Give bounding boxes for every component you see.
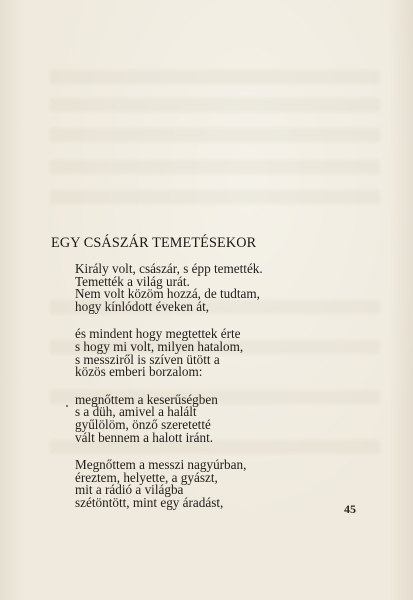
show-through-text (50, 160, 380, 174)
poem-title: EGY CSÁSZÁR TEMETÉSEKOR (51, 235, 257, 251)
poem-line: s a düh, amivel a halált (75, 404, 197, 420)
stanza (75, 391, 395, 445)
stanza (75, 328, 395, 378)
poem-line: mit a rádió a világba (75, 482, 184, 498)
poem-line: és mindent hogy megtettek érte (75, 326, 241, 342)
poem-line: Király volt, császár, s épp temették. (75, 261, 263, 276)
poem-line: s messziről is szíven ütött a (75, 351, 220, 367)
page-number: 45 (344, 502, 356, 516)
poem-line: szétöntött, mint egy áradást, (75, 494, 224, 510)
poem-line: éreztem, helyette, a gyászt, (75, 469, 218, 485)
ink-speck (66, 405, 68, 407)
poem-line: s hogy mi volt, milyen hatalom, (75, 338, 244, 354)
poem-line: megnőttem a keserűségben (75, 391, 218, 407)
poem-line: hogy kínlódott éveken át, (75, 298, 210, 314)
show-through-text (50, 98, 380, 112)
show-through-text (50, 190, 380, 204)
poem-line: gyűlölöm, önző szeretetté (75, 416, 211, 432)
poem-line: közös emberi borzalom: (75, 364, 203, 380)
poem-line: Nem volt közöm hozzá, de tudtam, (75, 286, 260, 302)
poem-body (75, 263, 395, 525)
show-through-text (50, 128, 380, 142)
poem-line: Temették a világ urát. (75, 273, 190, 289)
stanza (75, 263, 395, 313)
show-through-text (50, 70, 380, 84)
poem-line: Megnőttem a messzi nagyúrban, (75, 457, 247, 473)
poem-line: vált bennem a halott iránt. (75, 429, 214, 445)
